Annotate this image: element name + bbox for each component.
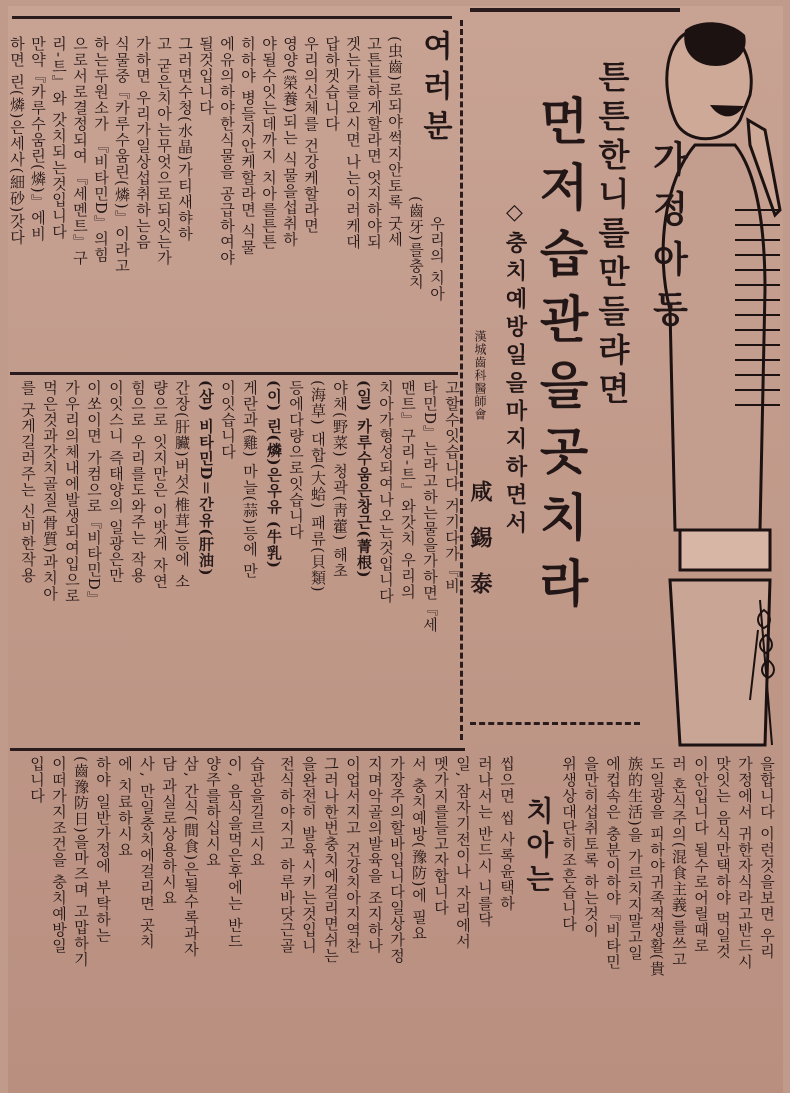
text-column: 타민D』는라고하는물을가하면『세 — [421, 380, 439, 634]
text-column: 답하겟습니다 — [323, 36, 341, 132]
text-column: 에유의하야한식물을 공급하여야 — [218, 36, 236, 266]
text-column: 에컵속은 충분이하야『비타민 — [604, 756, 622, 970]
text-column: 식물중『카루수움린(燐)』이라고 — [113, 36, 131, 274]
text-column: 씹으면 씹 사록윤택하 — [498, 756, 516, 912]
text-column: 먹은것과갓치골질(骨質)과치아 — [41, 380, 59, 602]
text-column: 族的生活)을 가르치지말고일 — [626, 756, 644, 961]
text-column: 가하면 우리가일상섭취하는음 — [134, 36, 152, 250]
text-column: 리-트』와 갓치되는것입니다 — [50, 36, 68, 240]
text-column: 하야 일반가정에 부탁하는 — [94, 756, 112, 944]
byline-name: 咸錫泰 — [467, 480, 493, 618]
section-title-yeoreobun: 여러분 — [417, 30, 452, 150]
text-column: 습관을길르시요 — [248, 756, 266, 868]
text-column: 이떠가지조건을 충치예방일 — [50, 756, 68, 954]
text-column: 치아가형성되여나오는것입니다 — [377, 380, 395, 604]
text-column: 에 치료하시요 — [116, 756, 134, 858]
section-title-chiah: 치아는 — [522, 796, 555, 898]
section-divider — [470, 722, 640, 725]
text-column: 가우리의체내에발생되여입으로 — [63, 380, 81, 604]
text-column: 고 굳은치아는무엇으로되잇는가 — [155, 36, 173, 266]
text-column: 될것입니다 — [197, 36, 215, 116]
text-column: 하는두원소가 『비타민D』의힘 — [92, 36, 110, 263]
text-column: 이잇습니다 — [219, 380, 237, 460]
text-column: (齒牙)를충치 — [407, 196, 425, 290]
section-rule — [10, 372, 458, 375]
lower-rule — [10, 748, 465, 751]
text-column: 가장주의할바입니다일상가정 — [388, 756, 406, 964]
text-column: (海草) 대합(大蛤) 패류(貝類) — [309, 380, 327, 593]
text-column: 그러면수청(水晶)가티새햐하 — [176, 36, 194, 242]
text-column: (齒豫防日)을마즈며 고맙하기 — [72, 756, 90, 968]
text-column: (虫齒)로되야썩지안토록 굿세 — [386, 36, 404, 248]
column-divider — [460, 20, 463, 740]
text-column: 등에다량으로잇습니다 — [287, 380, 305, 540]
text-column: 야될수잇는데까지 치아를튼튼 — [260, 36, 278, 250]
text-column: 영양(榮養)되는 식물을섭취하 — [281, 36, 299, 248]
text-column: 으로서로결정되여 『세멘트』구 — [71, 36, 89, 266]
text-column: 를 굿게길러주는 신비한작용 — [19, 380, 37, 584]
section-title-il: (일) 카루수움은창근(菁根) — [355, 380, 373, 579]
text-column: 러나서는 반드시 니를닥 — [476, 756, 494, 928]
text-column: 이안입니다 될수로어릴때로 — [692, 756, 710, 954]
text-column: 입니다 — [28, 756, 46, 804]
text-column: 우리의 치아 — [428, 216, 446, 302]
section-title-sam: (삼) 비타민D＝간유(肝油) — [197, 380, 215, 577]
text-column: 량으로 잇지만은 이밧게 자연 — [151, 380, 169, 590]
text-column: 서 충치예방(豫防)에 필요 — [410, 756, 428, 942]
upper-left-text — [8, 36, 448, 366]
text-column: 위생상대단히조흔습니다 — [560, 756, 578, 932]
text-column: 맨트』구리-트』와갓치 우리의 — [399, 380, 417, 600]
top-rule-left — [12, 16, 452, 19]
text-column: 을완전히 발육시키는것입니 — [300, 756, 318, 954]
text-column: 양주를하십시요 — [204, 756, 222, 868]
text-column: 히하야 병들지안케할라면 식물 — [239, 36, 257, 256]
text-column: 고할수잇습니다 거기다가『비 — [443, 380, 461, 594]
text-column: 삼, 간식(間食)은될수록과자 — [182, 756, 200, 958]
text-column: 간장(肝臟)버섯(椎茸)등에 소 — [173, 380, 191, 590]
headline-deck: ◇충치예방일을마지하면서 — [502, 200, 527, 539]
section-title-i: (이) 린(燐)은우유 (牛乳) — [265, 380, 283, 570]
text-column: 전식하야지고 하루바닷근골 — [278, 756, 296, 954]
text-column: 이, 음식을먹은후에는 반드 — [226, 756, 244, 950]
text-column: 만약『카루수움린(燐)』에비 — [29, 36, 47, 242]
text-column: 일, 잠자기전이나 자리에서 — [454, 756, 472, 950]
text-column: 겟는가를오시면 나는이러케대 — [344, 36, 362, 250]
lower-left-text — [8, 756, 268, 1086]
text-column: 고튼튼하게할라면 엇지하야되 — [365, 36, 383, 250]
text-column: 러 혼식주의(混食主義)를쓰고 — [670, 756, 688, 968]
text-column: 멧가지를들고자합니다 — [432, 756, 450, 916]
headline-kicker: 튼튼한니를만들랴면 — [593, 60, 631, 411]
text-column: 가정에서 귀한자식라고반드시 — [736, 756, 754, 970]
headline-main: 먼저습관을곳치라 — [531, 95, 589, 623]
text-column: 지며악골의발육을 조지하나 — [366, 756, 384, 954]
text-column: 도일광을 피하야귀족적생활(貴 — [648, 756, 666, 977]
text-column: 이업서지고 건강치아지역찬 — [344, 756, 362, 954]
upper-right-text — [8, 380, 463, 740]
text-column: 맛잇는 음식만택하야 먹일것 — [714, 756, 732, 960]
text-column: 야채(野菜) 청곽(靑藿) 해초 — [331, 380, 349, 579]
text-column: 담 과실로상용하시요 — [160, 756, 178, 906]
text-column: 그러나한번충치에걸리면쉬는 — [322, 756, 340, 964]
text-column: 이쏘이면 가컴으로『비타민D』 — [85, 380, 103, 607]
series-label: 가정아동 — [647, 140, 688, 340]
text-column: 게란과(雞) 마늘(蒜)등에 만 — [241, 380, 259, 579]
text-column: 하면 린(燐)은세사(細砂)갓다 — [8, 36, 26, 246]
text-column: 우리의신체를 건강케할라면 — [302, 36, 320, 234]
text-column: 힘으로 우리를도와주는 작용 — [129, 380, 147, 584]
byline-affiliation: 漢城齒科醫師會 — [473, 330, 487, 421]
text-column: 을만히섭취토록 하는것이 — [582, 756, 600, 938]
text-column: 이잇스니 즉태양의 일광은만 — [107, 380, 125, 584]
bowl — [680, 530, 770, 570]
text-column: 을합니다 이런것을보면 우리 — [758, 756, 776, 960]
text-column: 사, 만일충치에걸리면 곳치 — [138, 756, 156, 950]
